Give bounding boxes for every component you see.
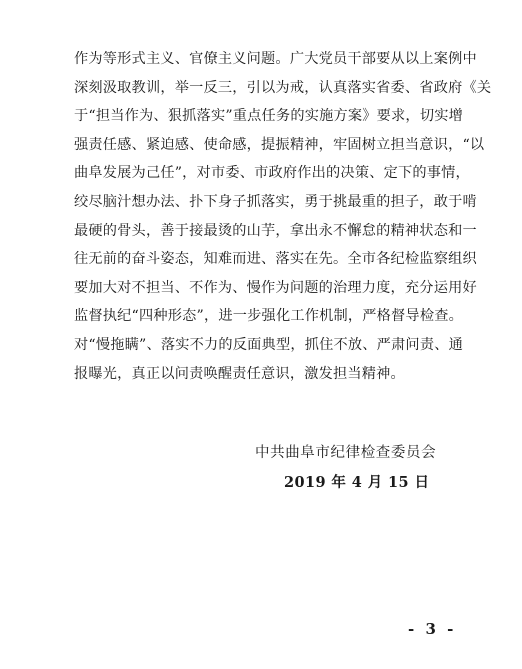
body-line: 监督执纪“四种形态”，进一步强化工作机制，严格督导检查。 [74, 308, 463, 325]
page-number: - 3 - [408, 620, 457, 638]
body-line: 往无前的奋斗姿态，知难而进、落实在先。全市各纪检监察组织 [74, 251, 477, 268]
body-line: 深刻汲取教训，举一反三，引以为戒，认真落实省委、省政府《关 [74, 79, 492, 96]
body-line: 强责任感、紧迫感、使命感，提振精神，牢固树立担当意识，“以 [74, 136, 485, 153]
body-line: 最硬的骨头，善于接最烫的山芋，拿出永不懈怠的精神状态和一 [74, 222, 477, 239]
body-line: 要加大对不担当、不作为、慢作为问题的治理力度，充分运用好 [74, 279, 477, 296]
signature-organization: 中共曲阜市纪律检查委员会 [255, 445, 437, 461]
signature-block [255, 441, 475, 495]
body-text [74, 45, 492, 388]
signature-date: 2019 年 4 月 15 日 [284, 474, 430, 491]
body-line: 报曝光，真正以问责唤醒责任意识，激发担当精神。 [74, 365, 405, 382]
body-line: 作为等形式主义、官僚主义问题。广大党员干部要从以上案例中 [74, 51, 477, 67]
body-line: 对“慢拖瞒”、落实不力的反面典型，抓住不放、严肃问责、通 [74, 336, 463, 353]
body-line: 绞尽脑汁想办法、扑下身子抓落实，勇于挑最重的担子，敢于啃 [74, 193, 477, 210]
body-line: 曲阜发展为己任”，对市委、市政府作出的决策、定下的事情， [74, 165, 470, 182]
body-line: 于“担当作为、狠抓落实”重点任务的实施方案》要求，切实增 [74, 108, 463, 125]
